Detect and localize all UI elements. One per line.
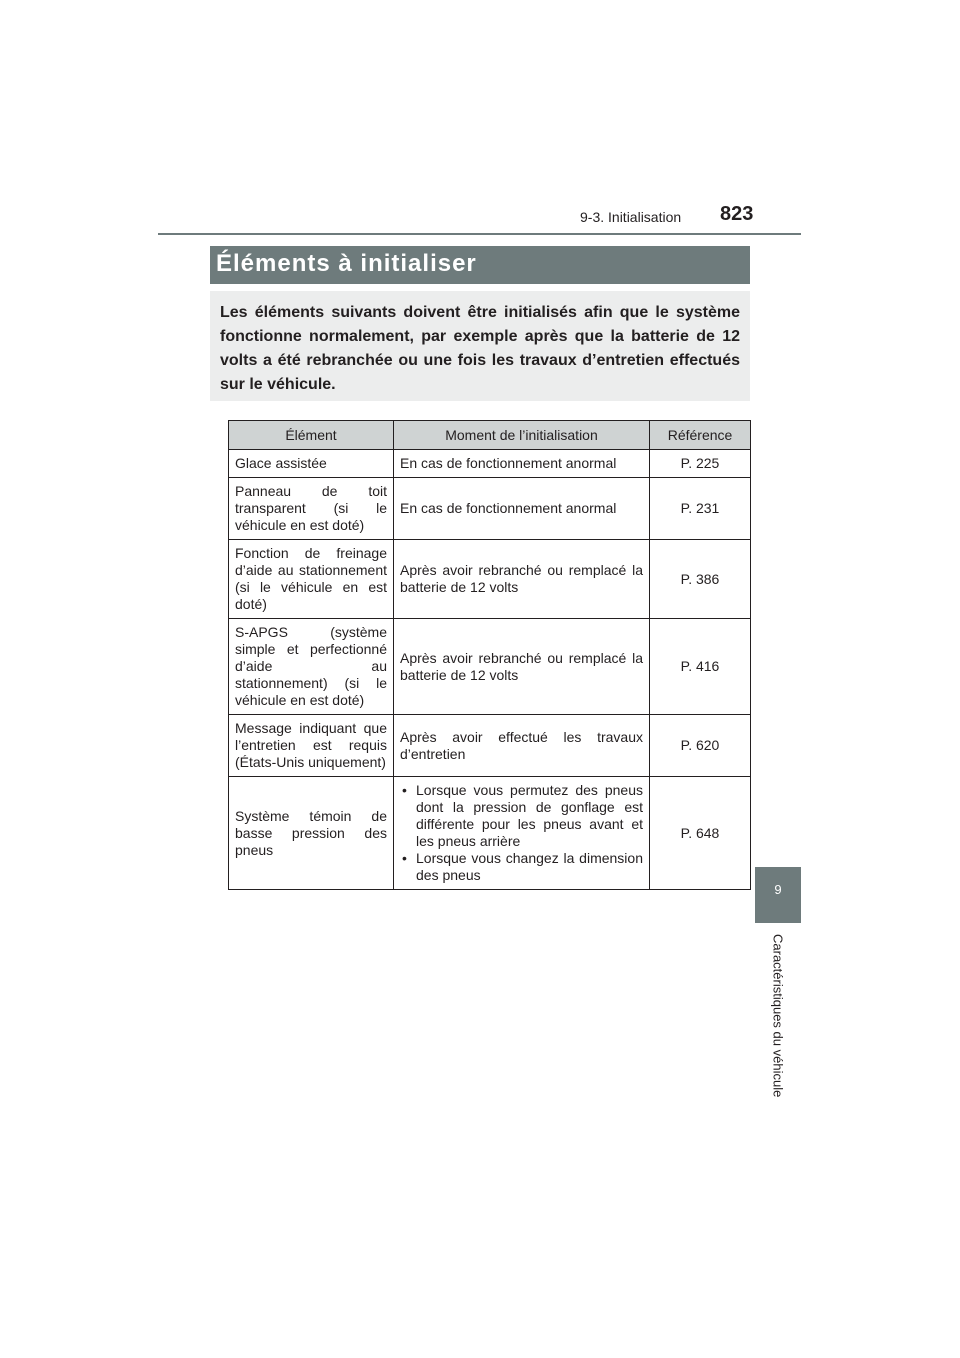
chapter-tab: 9 — [755, 867, 801, 923]
intro-box — [210, 291, 750, 401]
cell-moment: En cas de fonctionnement anormal — [394, 478, 650, 540]
cell-moment — [394, 777, 650, 890]
chapter-side-label — [760, 934, 796, 1118]
cell-reference: P. 386 — [650, 540, 751, 619]
cell-element: Message indiquant que l’entretien est requis (États-Unis uniquement) — [229, 715, 394, 777]
page-number: 823 — [720, 203, 754, 225]
title-bar — [210, 246, 750, 284]
cell-reference: P. 416 — [650, 619, 751, 715]
table-row — [229, 619, 751, 715]
cell-moment: Après avoir rebranché ou remplacé la batterie de 12 volts — [394, 619, 650, 715]
table-row — [229, 450, 751, 478]
intro-text: Les éléments suivants doivent être initialisés afin que le système fonctionne normalement, par exemple après que la batterie de 12 volts a été rebranchée ou une fois les travaux d’entretien effectués sur le véhicule. — [220, 304, 740, 393]
page-title: Éléments à initialiser — [216, 250, 477, 277]
cell-element: S-APGS (système simple et perfectionné d’aide au stationnement) (si le véhicule en est doté) — [229, 619, 394, 715]
cell-moment: Après avoir rebranché ou remplacé la batterie de 12 volts — [394, 540, 650, 619]
table-row — [229, 540, 751, 619]
cell-moment: Après avoir effectué les travaux d’entretien — [394, 715, 650, 777]
cell-element: Système témoin de basse pression des pneus — [229, 777, 394, 890]
header-reference: Référence — [650, 421, 751, 450]
bullet-item: • Lorsque vous changez la dimension des pneus — [400, 850, 643, 884]
cell-reference: P. 225 — [650, 450, 751, 478]
cell-element: Fonction de freinage d’aide au stationnement (si le véhicule en est doté) — [229, 540, 394, 619]
bullet-item: • Lorsque vous permutez des pneus dont la pression de gonflage est différente pour les pneus avant et les pneus arrière — [400, 782, 643, 850]
table-row — [229, 777, 751, 890]
chapter-title: Caractéristiques du véhicule — [770, 934, 786, 1098]
cell-element: Glace assistée — [229, 450, 394, 478]
header-moment: Moment de l’initialisation — [394, 421, 650, 450]
moment-bullet-list — [400, 782, 643, 884]
cell-reference: P. 231 — [650, 478, 751, 540]
header-divider — [158, 233, 801, 235]
table-row — [229, 478, 751, 540]
table-header-row — [229, 421, 751, 450]
cell-element: Panneau de toit transparent (si le véhicule en est doté) — [229, 478, 394, 540]
header-element: Élément — [229, 421, 394, 450]
cell-reference: P. 620 — [650, 715, 751, 777]
initialization-table — [228, 420, 751, 890]
table-row — [229, 715, 751, 777]
cell-moment: En cas de fonctionnement anormal — [394, 450, 650, 478]
cell-reference: P. 648 — [650, 777, 751, 890]
section-heading: 9-3. Initialisation — [580, 209, 682, 225]
